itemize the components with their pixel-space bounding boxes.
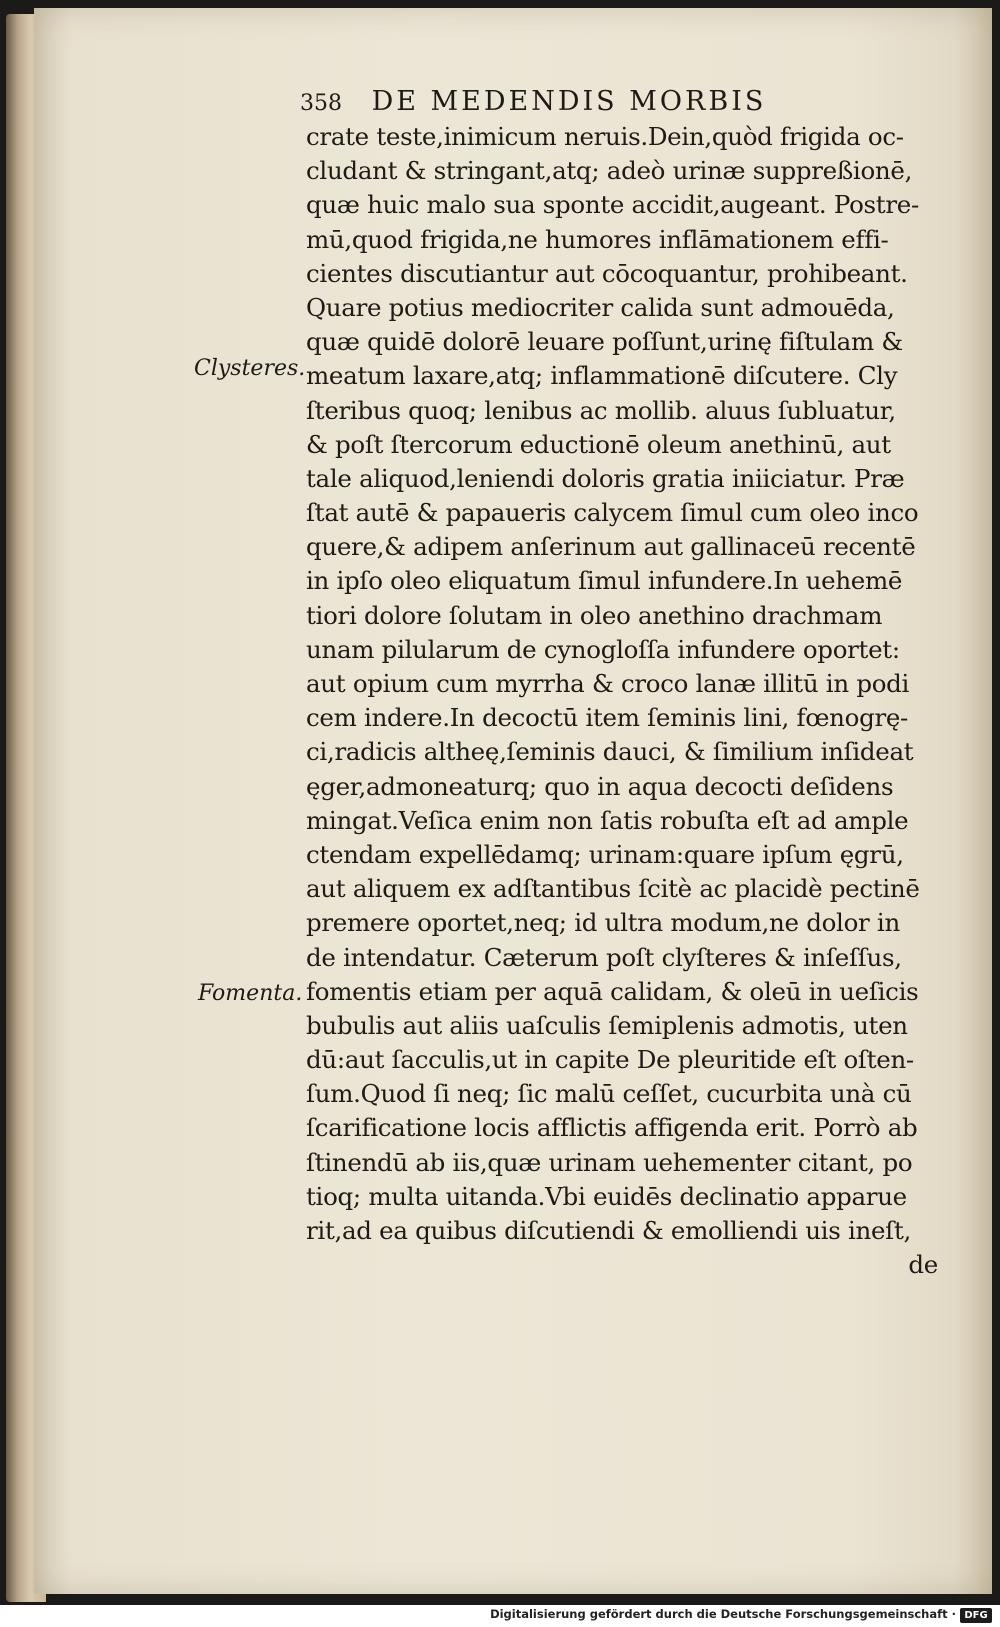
text-line: cem indere.In decoctū item ſeminis lini, fœnogrę- — [306, 703, 909, 733]
text-line: & poſt ſtercorum eductionē oleum anethinū, aut — [306, 429, 891, 459]
text-line: meatum laxare,atq; inflammationē diſcutere. Cly — [306, 361, 898, 391]
text-line: aut opium cum myrrha & croco lanæ illitū in podi — [306, 669, 910, 698]
text-line: mingat.Veſica enim non ſatis robuſta eſt ad ample — [306, 805, 909, 835]
marginal-note-clysteres: Clysteres. — [194, 356, 306, 381]
text-line: de intendatur. Cæterum poſt clyſteres & inſeſſus, — [306, 942, 902, 972]
page-number: 358 — [300, 91, 342, 116]
text-line: ęger,admoneaturq; quo in aqua decocti deſidens — [306, 771, 894, 801]
text-line: unam pilularum de cynogloſſa infundere oportet: — [306, 634, 900, 664]
text-line: Quare potius mediocriter calida sunt admouēda, — [306, 292, 895, 322]
text-line: tale aliquod,leniendi doloris gratia iniiciatur. Præ — [306, 463, 905, 493]
text-line: quere,& adipem anſerinum aut gallinaceū recentē — [306, 532, 916, 562]
text-line: quæ huic malo sua sponte accidit,augeant. Postre- — [306, 190, 919, 220]
text-line: ſtinendū ab iis,quæ urinam uehementer citant, po — [306, 1147, 913, 1177]
text-line: de — [908, 1250, 938, 1280]
text-line: cludant & stringant,atq; adeò urinæ suppreßionē, — [306, 156, 913, 186]
text-line: aut aliquem ex adſtantibus ſcitè ac placidè pectinē — [306, 874, 920, 904]
text-line: mū,quod frigida,ne humores inflāmationem effi- — [306, 224, 889, 254]
text-line: dū:aut ſacculis,ut in capite De pleuritide eſt oſten- — [306, 1045, 914, 1075]
text-line: crate teste,inimicum neruis.Dein,quòd frigida oc- — [306, 122, 904, 151]
running-head — [300, 86, 840, 118]
text-line: tiori dolore ſolutam in oleo anethino drachmam — [306, 600, 883, 630]
footer-bar — [0, 1605, 1000, 1627]
text-line: bubulis aut aliis uaſculis ſemiplenis admotis, uten — [306, 1010, 908, 1040]
body-text — [306, 120, 946, 1282]
text-line: quæ quidē dolorē leuare poſſunt,urinę fiſtulam & — [306, 327, 903, 357]
text-line: ctendam expellēdamq; urinam:quare ipſum ęgrū, — [306, 839, 904, 869]
text-line: cientes discutiantur aut cōcoquantur, prohibeant. — [306, 258, 908, 288]
marginal-note-fomenta: Fomenta. — [198, 981, 303, 1006]
text-line: ſtat autē & papaueris calycem ſimul cum oleo inco — [306, 498, 919, 528]
text-line: ci,radicis altheę,ſeminis dauci, & ſimilium inſideat — [306, 737, 914, 767]
text-line: fomentis etiam per aquā calidam, & oleū in ueſicis — [306, 976, 919, 1006]
text-line: ſcarificatione locis afflictis affigenda erit. Porrò ab — [306, 1113, 918, 1143]
text-line: premere oportet,neq; id ultra modum,ne dolor in — [306, 908, 900, 938]
running-title: DE MEDENDIS MORBIS — [371, 86, 767, 117]
dfg-logo: DFG — [960, 1608, 992, 1623]
text-line: ſum.Quod ſi neq; ſic malū ceſſet, cucurbita unà cū — [306, 1079, 912, 1109]
text-line: tioq; multa uitanda.Vbi euidēs declinatio apparue — [306, 1181, 907, 1211]
text-line: in ipſo oleo eliquatum ſimul infundere.In uehemē — [306, 566, 903, 596]
text-line: ſteribus quoq; lenibus ac mollib. aluus ſubluatur, — [306, 395, 896, 425]
text-line: rit,ad ea quibus diſcutiendi & emolliendi uis ineſt, — [306, 1216, 911, 1245]
funding-credit: Digitalisierung gefördert durch die Deutsche Forschungsgemeinschaft · — [490, 1607, 956, 1621]
